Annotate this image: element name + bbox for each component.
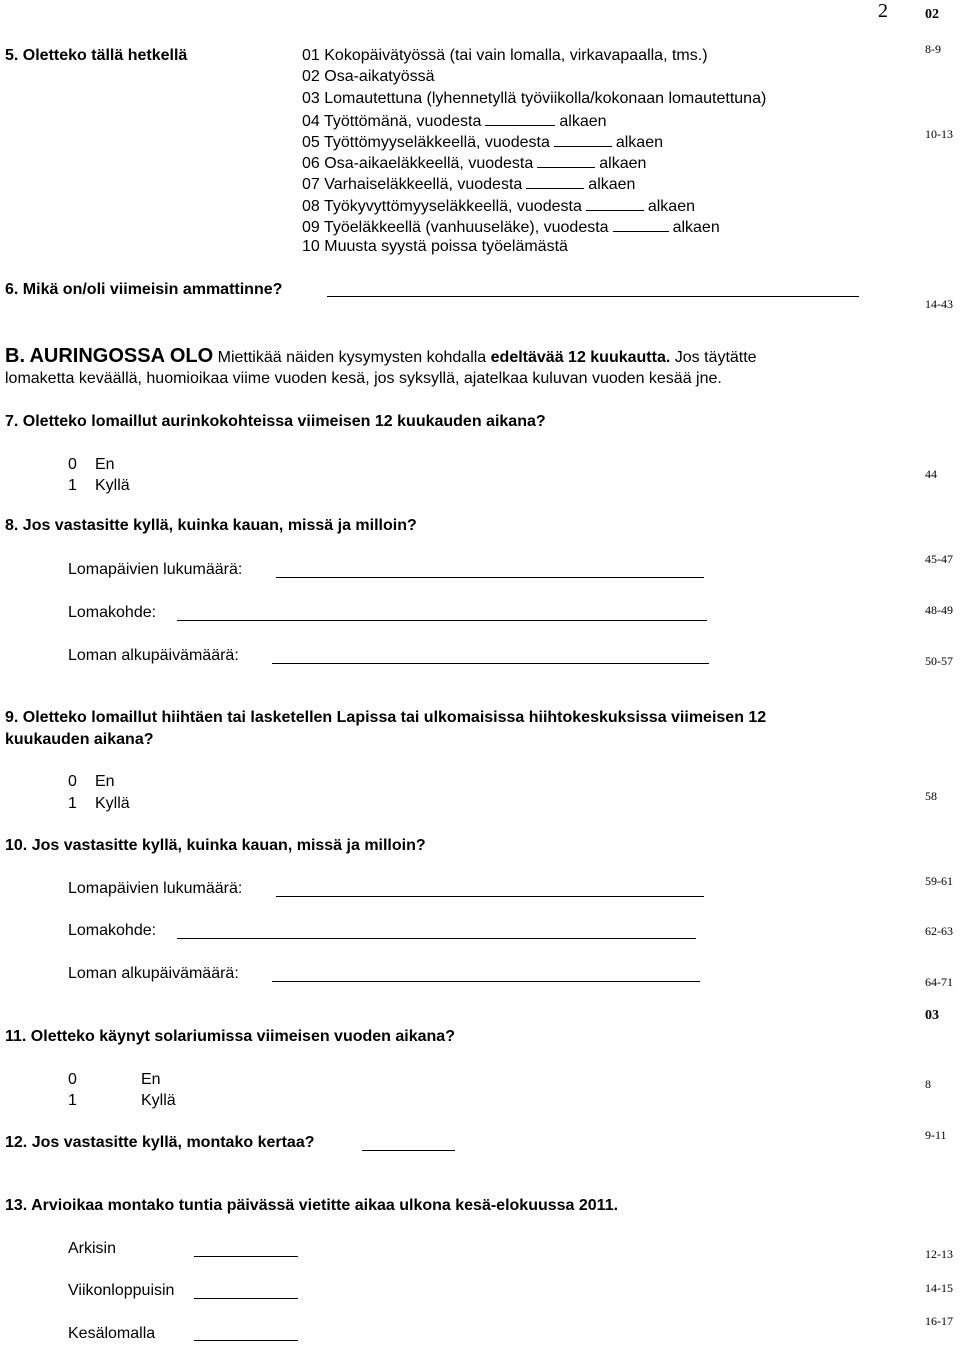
code-14-15: 14-15 bbox=[925, 1281, 953, 1295]
q5-04-year-field[interactable] bbox=[485, 111, 555, 126]
q5-option-04-row bbox=[302, 111, 607, 131]
alkaen-label: alkaen bbox=[599, 155, 647, 172]
q8-days-field[interactable] bbox=[276, 577, 704, 578]
q8-dest-field[interactable] bbox=[177, 620, 707, 621]
q11-no-option[interactable]: En bbox=[141, 1071, 161, 1088]
q10-days-field[interactable] bbox=[276, 896, 704, 897]
q10-dest-label: Lomakohde: bbox=[68, 922, 157, 939]
q8-days-label: Lomapäivien lukumäärä: bbox=[68, 561, 243, 578]
q7-no-code: 0 bbox=[68, 456, 77, 473]
q11-label: 11. Oletteko käynyt solariumissa viimeisen vuoden aikana? bbox=[5, 1028, 455, 1045]
section-b-line2: lomaketta keväällä, huomioikaa viime vuoden kesä, jos syksyllä, ajatelkaa kuluvan vuoden kesää jne. bbox=[5, 370, 722, 387]
q5-option-08: 08 Työkyvyttömyyseläkkeellä, vuodesta bbox=[302, 198, 582, 215]
q6-label: 6. Mikä on/oli viimeisin ammattinne? bbox=[5, 281, 283, 298]
code-10-13: 10-13 bbox=[925, 127, 953, 141]
page-number: 2 bbox=[878, 0, 888, 22]
q12-count-field[interactable] bbox=[362, 1150, 455, 1151]
code-02: 02 bbox=[925, 7, 939, 22]
q13-holiday-field[interactable] bbox=[194, 1340, 298, 1341]
q5-option-02: 02 Osa-aikatyössä bbox=[302, 68, 435, 85]
q12-label: 12. Jos vastasitte kyllä, montako kertaa? bbox=[5, 1134, 315, 1151]
section-b-title: AURINGOSSA OLO bbox=[29, 345, 214, 367]
q13-weekday-field[interactable] bbox=[194, 1256, 298, 1257]
code-59-61: 59-61 bbox=[925, 874, 953, 888]
q11-yes-option[interactable]: Kyllä bbox=[141, 1092, 176, 1109]
q8-start-field[interactable] bbox=[272, 663, 709, 664]
q7-label: 7. Oletteko lomaillut aurinkokohteissa viimeisen 12 kuukauden aikana? bbox=[5, 413, 546, 430]
code-62-63: 62-63 bbox=[925, 924, 953, 938]
q5-option-09-row bbox=[302, 217, 720, 237]
q5-option-08-row bbox=[302, 196, 695, 216]
q10-start-label: Loman alkupäivämäärä: bbox=[68, 965, 239, 982]
q8-start-label: Loman alkupäivämäärä: bbox=[68, 647, 239, 664]
code-16-17: 16-17 bbox=[925, 1314, 953, 1328]
q8-label: 8. Jos vastasitte kyllä, kuinka kauan, missä ja milloin? bbox=[5, 517, 417, 534]
code-8: 8 bbox=[925, 1077, 931, 1091]
section-b-intro: Miettikää näiden kysymysten kohdalla bbox=[217, 349, 487, 366]
q5-05-year-field[interactable] bbox=[554, 132, 612, 147]
alkaen-label: alkaen bbox=[559, 113, 607, 130]
q7-yes-code: 1 bbox=[68, 477, 77, 494]
code-9-11: 9-11 bbox=[925, 1128, 947, 1142]
q9-yes-code: 1 bbox=[68, 795, 77, 812]
q7-no-option[interactable]: En bbox=[95, 456, 115, 473]
code-44: 44 bbox=[925, 467, 937, 481]
q5-option-09: 09 Työeläkkeellä (vanhuuseläke), vuodesta bbox=[302, 219, 609, 236]
code-50-57: 50-57 bbox=[925, 654, 953, 668]
q5-option-06-row bbox=[302, 153, 646, 173]
q13-weekend-field[interactable] bbox=[194, 1298, 298, 1299]
q8-dest-label: Lomakohde: bbox=[68, 604, 157, 621]
q5-option-04: 04 Työttömänä, vuodesta bbox=[302, 113, 482, 130]
q11-no-code: 0 bbox=[68, 1071, 77, 1088]
q5-option-03: 03 Lomautettuna (lyhennetyllä työviikolla/kokonaan lomautettuna) bbox=[302, 90, 767, 107]
q10-dest-field[interactable] bbox=[177, 938, 696, 939]
section-b-letter: B. bbox=[5, 345, 25, 367]
q13-label: 13. Arvioikaa montako tuntia päivässä vietitte aikaa ulkona kesä-elokuussa 2011. bbox=[5, 1197, 619, 1214]
q5-06-year-field[interactable] bbox=[537, 153, 595, 168]
q13-holiday-label: Kesälomalla bbox=[68, 1325, 156, 1342]
q5-option-06: 06 Osa-aikaeläkkeellä, vuodesta bbox=[302, 155, 534, 172]
q5-09-year-field[interactable] bbox=[613, 217, 669, 232]
q9-no-option[interactable]: En bbox=[95, 773, 115, 790]
q5-option-05-row bbox=[302, 132, 663, 152]
q5-label: 5. Oletteko tällä hetkellä bbox=[5, 47, 188, 64]
section-b-intro-bold: edeltävää 12 kuukautta. bbox=[490, 349, 671, 366]
q11-yes-code: 1 bbox=[68, 1092, 77, 1109]
q6-answer-line[interactable] bbox=[327, 296, 859, 297]
q5-option-07-row bbox=[302, 174, 635, 194]
alkaen-label: alkaen bbox=[647, 198, 695, 215]
code-12-13: 12-13 bbox=[925, 1247, 953, 1261]
alkaen-label: alkaen bbox=[615, 134, 663, 151]
q5-option-10: 10 Muusta syystä poissa työelämästä bbox=[302, 238, 568, 255]
code-14-43: 14-43 bbox=[925, 297, 953, 311]
q9-yes-option[interactable]: Kyllä bbox=[95, 795, 130, 812]
q9-label-line1: 9. Oletteko lomaillut hiihtäen tai lasketellen Lapissa tai ulkomaisissa hiihtokeskuksissa viimeisen 12 bbox=[5, 709, 767, 726]
q9-label-line2: kuukauden aikana? bbox=[5, 731, 154, 748]
q10-start-field[interactable] bbox=[272, 981, 700, 982]
q5-option-05: 05 Työttömyyseläkkeellä, vuodesta bbox=[302, 134, 550, 151]
q5-07-year-field[interactable] bbox=[526, 174, 584, 189]
section-b-heading bbox=[5, 345, 757, 369]
code-45-47: 45-47 bbox=[925, 552, 953, 566]
section-b-intro-cont: Jos täytätte bbox=[674, 349, 757, 366]
q5-08-year-field[interactable] bbox=[586, 196, 644, 211]
code-48-49: 48-49 bbox=[925, 603, 953, 617]
alkaen-label: alkaen bbox=[588, 176, 636, 193]
code-64-71: 64-71 bbox=[925, 975, 953, 989]
code-03: 03 bbox=[925, 1008, 939, 1023]
q13-weekend-label: Viikonloppuisin bbox=[68, 1282, 175, 1299]
q10-label: 10. Jos vastasitte kyllä, kuinka kauan, missä ja milloin? bbox=[5, 837, 426, 854]
alkaen-label: alkaen bbox=[672, 219, 720, 236]
q5-option-01: 01 Kokopäivätyössä (tai vain lomalla, virkavapaalla, tms.) bbox=[302, 47, 708, 64]
q10-days-label: Lomapäivien lukumäärä: bbox=[68, 880, 243, 897]
code-8-9: 8-9 bbox=[925, 42, 941, 56]
code-58: 58 bbox=[925, 789, 937, 803]
q7-yes-option[interactable]: Kyllä bbox=[95, 477, 130, 494]
q9-no-code: 0 bbox=[68, 773, 77, 790]
q13-weekday-label: Arkisin bbox=[68, 1240, 117, 1257]
q5-option-07: 07 Varhaiseläkkeellä, vuodesta bbox=[302, 176, 523, 193]
